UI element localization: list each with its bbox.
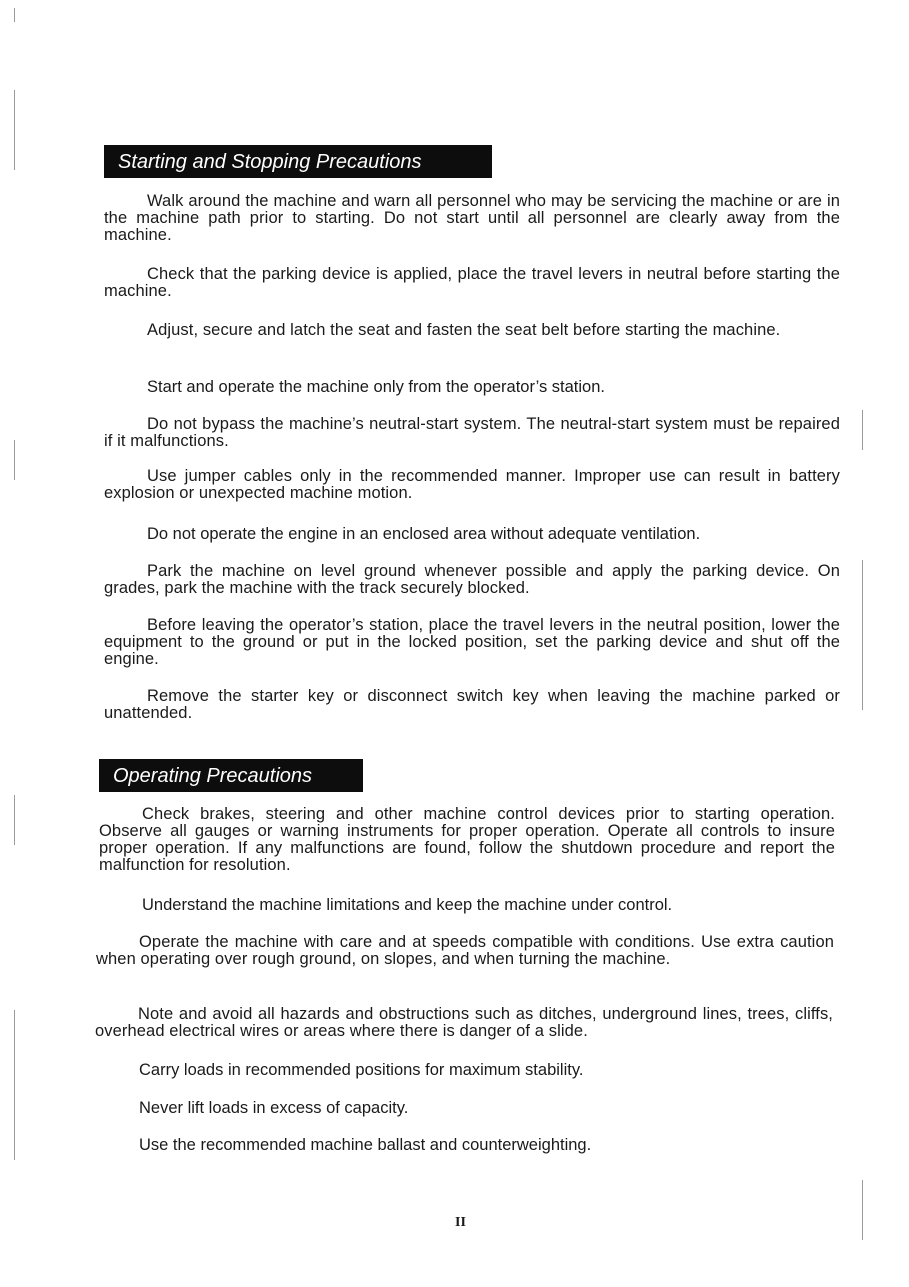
paragraph: Do not bypass the machine’s neutral-start system. The neutral-start system must be repaired if it malfunctions.: [104, 415, 840, 450]
paragraph: Understand the machine limitations and keep the machine under control.: [142, 896, 673, 914]
scan-artifact: [862, 560, 863, 710]
scan-artifact: [862, 1180, 863, 1240]
scan-artifact: [14, 795, 15, 845]
paragraph: Before leaving the operator’s station, place the travel levers in the neutral position, lower the equipment to the ground or put in the locked position, set the parking device and shut off the engine.: [104, 616, 840, 668]
scan-artifact: [14, 1010, 15, 1160]
paragraph: Remove the starter key or disconnect switch key when leaving the machine parked or unattended.: [104, 687, 840, 722]
paragraph: Note and avoid all hazards and obstructions such as ditches, underground lines, trees, cliffs, overhead electrical wires or areas where there is danger of a slide.: [95, 1005, 833, 1040]
scan-artifact: [862, 410, 863, 450]
section-heading-operating: Operating Precautions: [99, 759, 363, 792]
paragraph: Use jumper cables only in the recommended manner. Improper use can result in battery explosion or unexpected machine motion.: [104, 467, 840, 502]
paragraph: Do not operate the engine in an enclosed area without adequate ventilation.: [147, 525, 701, 543]
paragraph: Use the recommended machine ballast and counterweighting.: [139, 1136, 592, 1154]
page-number: II: [455, 1215, 466, 1230]
paragraph: Start and operate the machine only from the operator’s station.: [147, 378, 605, 396]
section-heading-starting-stopping: Starting and Stopping Precautions: [104, 145, 492, 178]
paragraph: Adjust, secure and latch the seat and fasten the seat belt before starting the machine.: [147, 321, 781, 339]
paragraph: Carry loads in recommended positions for maximum stability.: [139, 1061, 584, 1079]
paragraph: Check brakes, steering and other machine control devices prior to starting operation. Observe all gauges or warning instruments for proper operation. Operate all controls to insure proper operation. If any malfunctions are found, follow the shutdown procedure and report the malfunction for resolution.: [99, 805, 835, 874]
scan-artifact: [14, 90, 15, 170]
paragraph: Operate the machine with care and at speeds compatible with conditions. Use extra caution when operating over rough ground, on slopes, and when turning the machine.: [96, 933, 834, 968]
scan-artifact: [14, 8, 15, 22]
paragraph: Walk around the machine and warn all personnel who may be servicing the machine or are in the machine path prior to starting. Do not start until all personnel are clearly away from the machine.: [104, 192, 840, 244]
paragraph: Check that the parking device is applied, place the travel levers in neutral before starting the machine.: [104, 265, 840, 300]
paragraph: Never lift loads in excess of capacity.: [139, 1099, 409, 1117]
scan-artifact: [14, 440, 15, 480]
paragraph: Park the machine on level ground whenever possible and apply the parking device. On grades, park the machine with the track securely blocked.: [104, 562, 840, 597]
